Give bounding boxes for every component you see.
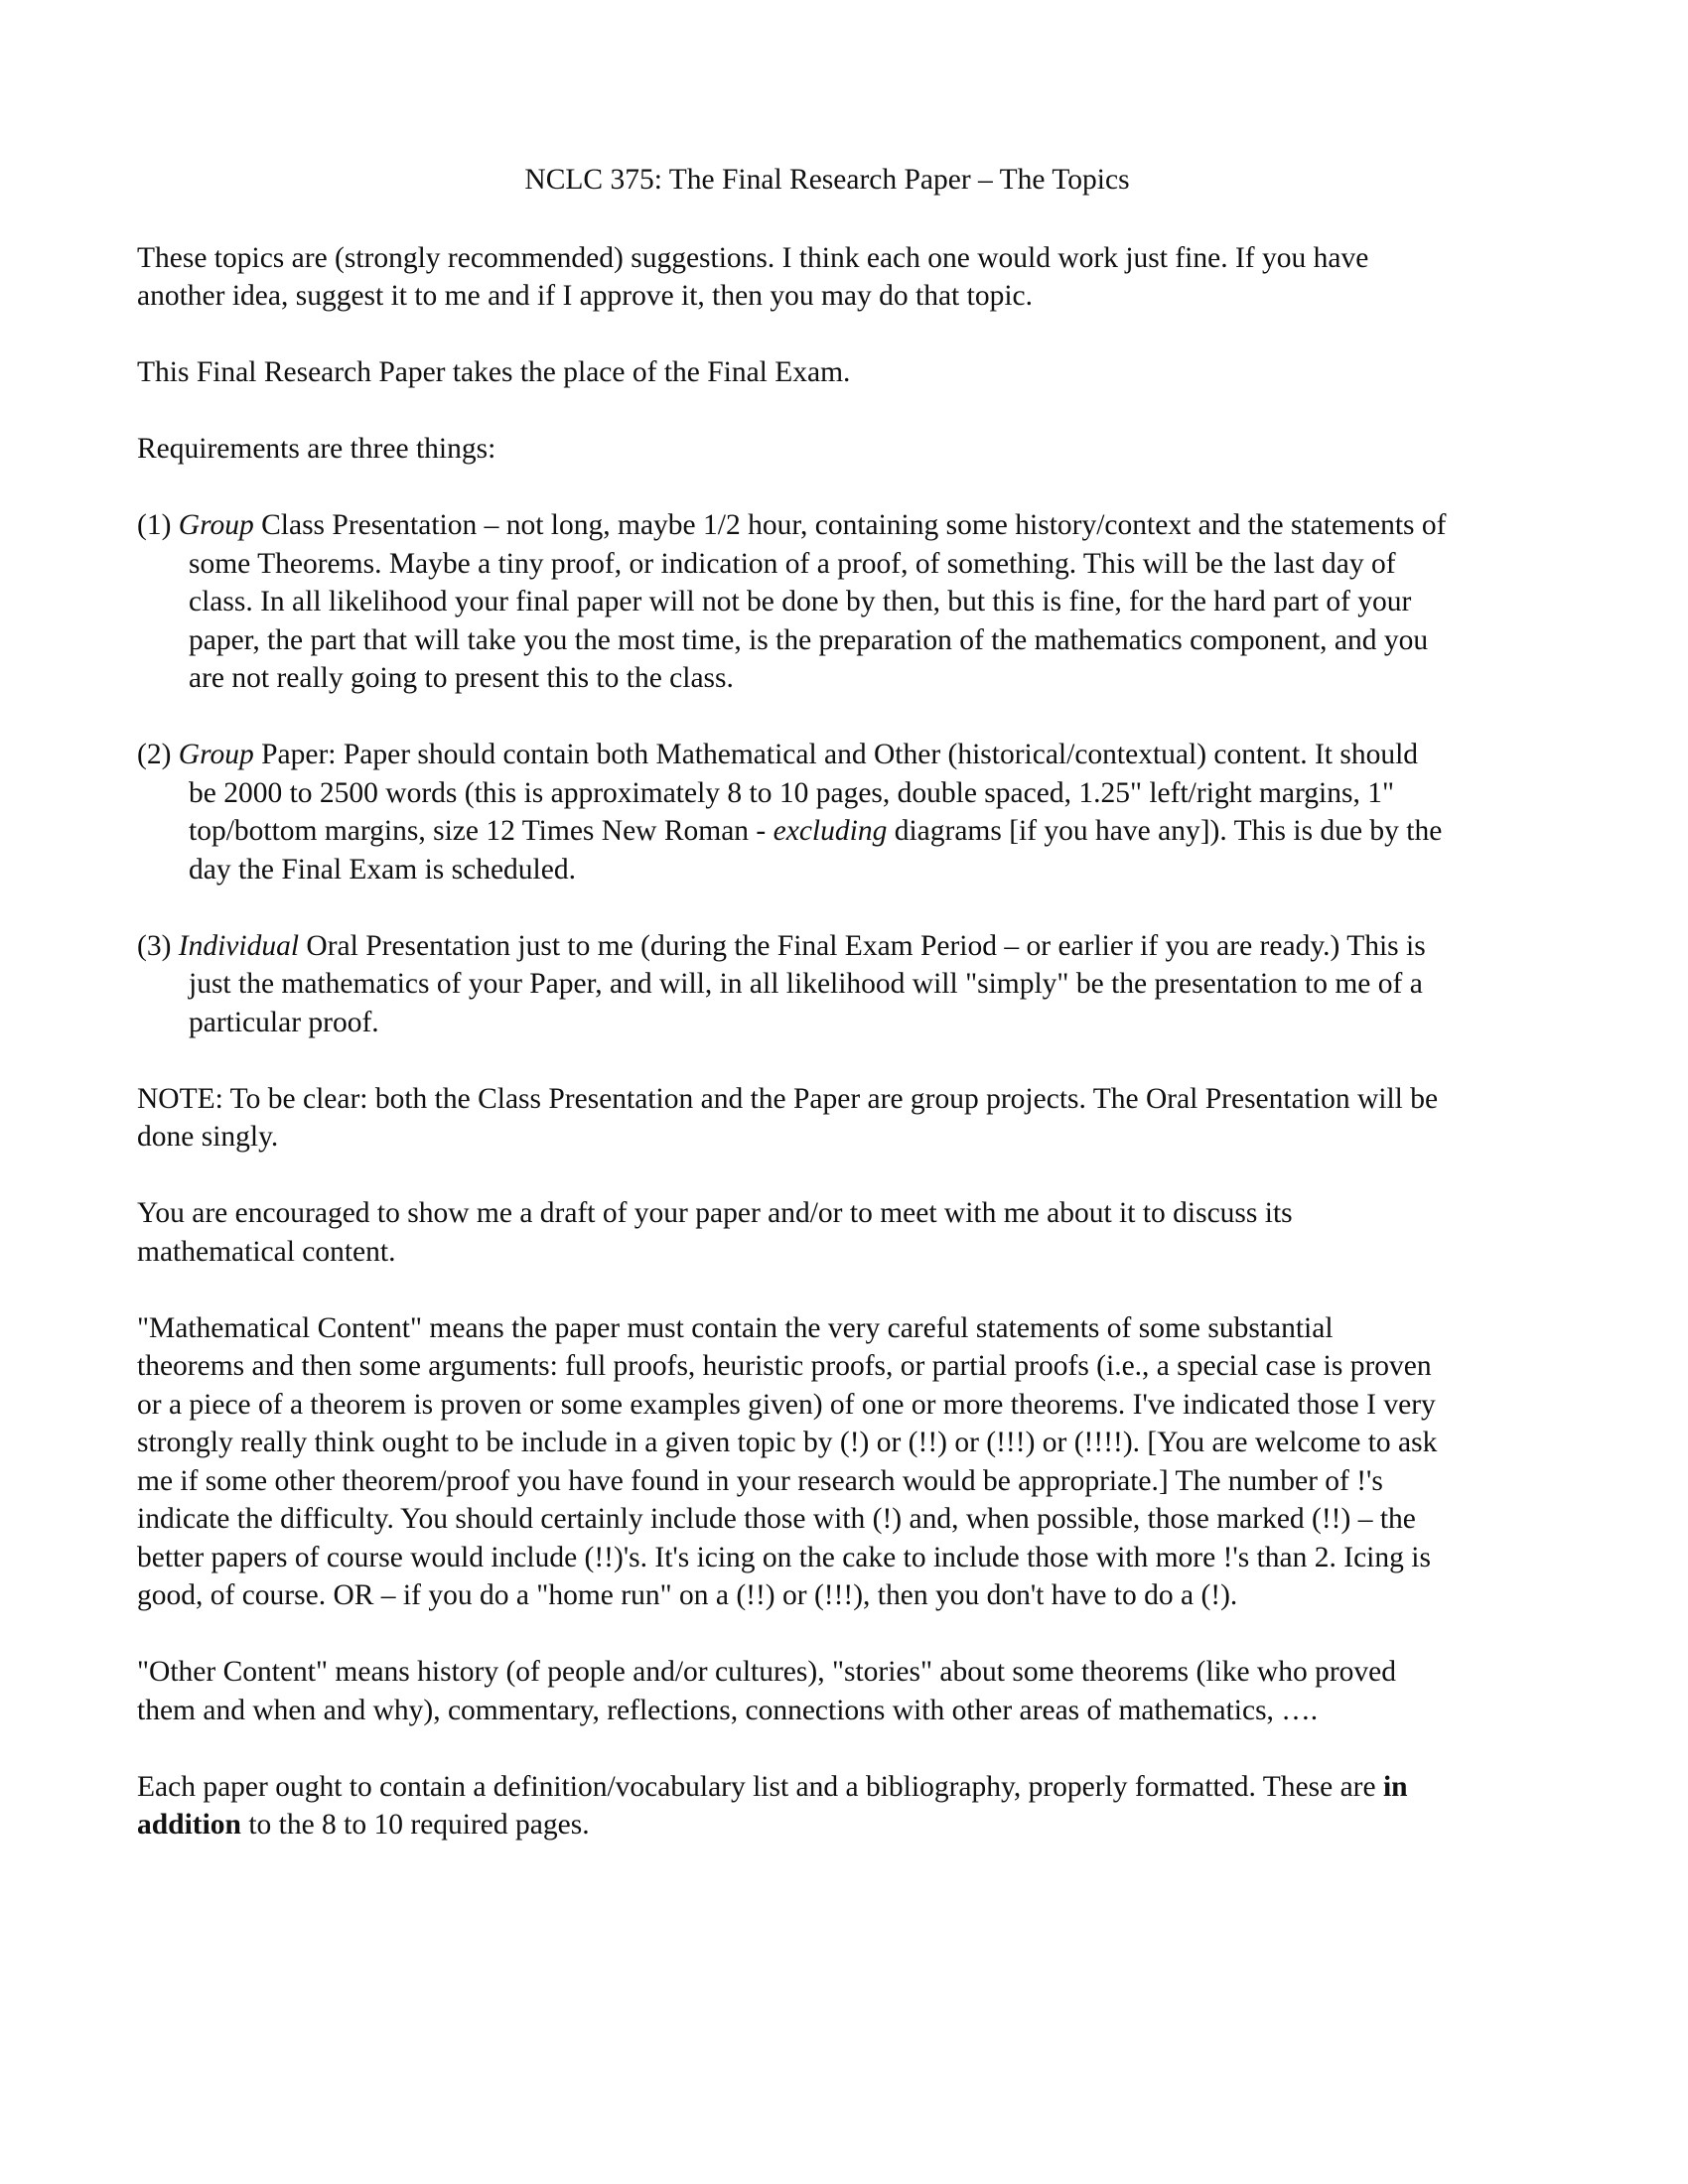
requirement-3-text: Oral Presentation just to me (during the Final Exam Period – or earlier if you are ready.) This is just the mathematics of your Paper, and will, in all likelihood will "simply" be the presentation to me of a particular proof. [189,929,1426,1038]
requirement-2-emph2: excluding [773,815,888,847]
requirement-2-emph: Group [178,739,254,770]
page-title: NCLC 375: The Final Research Paper – The Topics [524,164,1130,196]
requirement-2-text-after: diagrams [if you have any]). This is due by the day the Final Exam is scheduled. [189,815,1443,886]
encourage-paragraph: You are encouraged to show me a draft of your paper and/or to meet with me about it to discuss its mathematical content. [137,1197,1293,1268]
math-content-paragraph: "Mathematical Content" means the paper must contain the very careful statements of some substantial theorems and then some arguments: full proofs, heuristic proofs, or partial proofs (i.e., a special case is proven or a piece of a theorem is proven or some examples given) of one or more theorems. I've indicated those I very strongly really think ought to be include in a given topic by (!) or (!!) or (!!!) or (!!!!). [You are welcome to ask me if some other theorem/proof you have found in your research would be appropriate.] The number of !'s indicate the difficulty. You should certainly include those with (!) and, when possible, those marked (!!) – the better papers of course would include (!!)'s. It's icing on the cake to include those with more !'s than 2. Icing is good, of course. OR – if you do a "home run" on a (!!) or (!!!), then you don't have to do a (!). [137,1311,1438,1611]
requirement-1 [137,506,1448,698]
note-paragraph: NOTE: To be clear: both the Class Presentation and the Paper are group projects. The Oral Presentation will be done singly. [137,1082,1439,1153]
requirement-3-label: (3) [137,929,179,962]
document-page [137,149,1448,1882]
closing-text-after: to the 8 to 10 required pages. [240,1809,590,1841]
requirement-2-label: (2) [137,739,179,770]
requirement-1-label: (1) [137,509,179,541]
requirement-1-emph: Group [178,509,254,541]
other-content-paragraph: "Other Content" means history (of people and/or cultures), "stories" about some theorems (like who proved them and when and why), commentary, reflections, connections with other areas of mathematics, …. [137,1656,1397,1726]
requirement-3-emph: Individual [178,929,300,962]
requirements-intro: Requirements are three things: [137,433,496,465]
closing-bold: in addition [137,1770,1408,1841]
intro-paragraph: These topics are (strongly recommended) suggestions. I think each one would work just fine. If you have another idea, suggest it to me and if I approve it, then you may do that topic. [137,241,1369,312]
closing-text-before: Each paper ought to contain a definition/vocabulary list and a bibliography, properly formatted. These are [137,1770,1383,1803]
final-exam-paragraph: This Final Research Paper takes the place of the Final Exam. [137,356,851,388]
requirement-3 [137,927,1448,1042]
requirement-1-text: Class Presentation – not long, maybe 1/2 hour, containing some history/context and the statements of some Theorems. Maybe a tiny proof, or indication of a proof, of something. This will be the last day of class. In all likelihood your final paper will not be done by then, but this is fine, for the hard part of your paper, the part that will take you the most time, is the preparation of the mathematics component, and you are not really going to present this to the class. [189,509,1447,694]
closing-paragraph [137,1768,1448,1844]
requirement-2 [137,736,1448,888]
requirement-2-text-before: Paper: Paper should contain both Mathematical and Other (historical/contextual) content. It should be 2000 to 2500 words (this is approximately 8 to 10 pages, double spaced, 1.25" left/right margins, 1" top/bottom margins, size 12 Times New Roman - [189,739,1419,847]
